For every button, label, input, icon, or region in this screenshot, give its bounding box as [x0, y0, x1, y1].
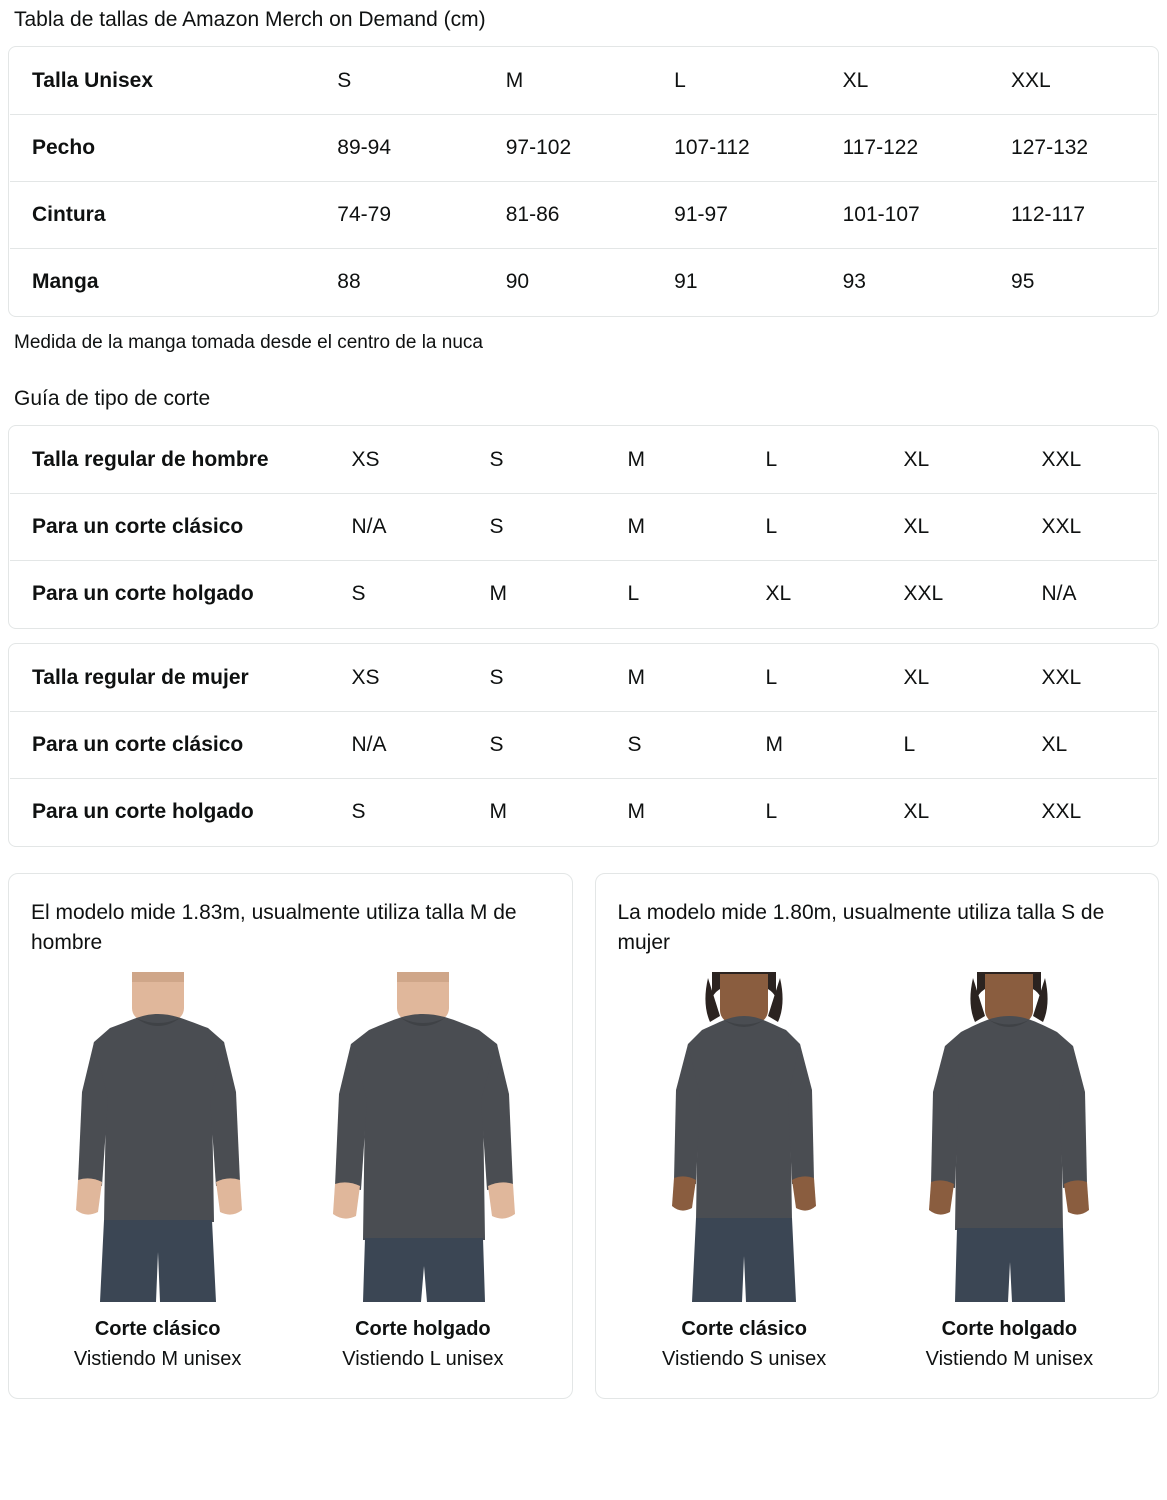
table-cell: XXL: [989, 48, 1157, 115]
figure-title: Corte holgado: [941, 1318, 1078, 1340]
table-cell: 101-107: [821, 182, 989, 249]
table-cell: M: [606, 427, 744, 494]
table-cell: S: [468, 712, 606, 779]
table-cell: S: [351, 800, 366, 823]
row-header: Talla regular de mujer: [10, 645, 330, 712]
table-cell: M: [627, 800, 645, 823]
row-header: Talla regular de hombre: [10, 427, 330, 494]
table-cell: 81-86: [484, 182, 652, 249]
table-row: [10, 779, 1158, 846]
table-cell: XXL: [1020, 427, 1158, 494]
table-cell: XXL: [1020, 645, 1158, 712]
table-cell: M: [489, 582, 507, 605]
table-row: [10, 712, 1158, 779]
row-header: Manga: [32, 270, 99, 293]
table-cell: XS: [330, 645, 468, 712]
table-cell: M: [489, 800, 507, 823]
table-cell: 89-94: [315, 115, 483, 182]
female-figures: [618, 972, 1137, 1372]
table-cell: L: [765, 800, 778, 823]
table-cell: L: [744, 494, 882, 561]
female-model-card: [595, 873, 1160, 1399]
table-cell: XS: [330, 427, 468, 494]
women-fit-table: [9, 644, 1158, 846]
table-cell: XXL: [1041, 800, 1082, 823]
table-row: [10, 494, 1158, 561]
table-cell: XL: [765, 582, 792, 605]
row-header: Cintura: [10, 182, 316, 249]
row-header: Para un corte clásico: [10, 712, 330, 779]
men-fit-table-wrapper: [8, 425, 1159, 629]
table-row: [10, 561, 1158, 628]
female-relaxed-fit-figure: [883, 972, 1136, 1372]
table-cell: XL: [1020, 712, 1158, 779]
table-cell: 91-97: [652, 182, 820, 249]
table-row: [10, 48, 1158, 115]
table-cell: XXL: [903, 582, 944, 605]
table-cell: M: [606, 494, 744, 561]
table-cell: S: [468, 645, 606, 712]
size-table-wrapper: [8, 46, 1159, 317]
size-table: [9, 47, 1158, 316]
table-cell: 127-132: [989, 115, 1157, 182]
table-cell: N/A: [1041, 582, 1077, 605]
table-cell: 90: [505, 270, 530, 293]
table-cell: M: [606, 645, 744, 712]
table-cell: L: [652, 48, 820, 115]
figure-title: Corte clásico: [94, 1318, 221, 1340]
table-cell: 74-79: [315, 182, 483, 249]
model-cards-row: [8, 873, 1159, 1419]
table-row: [10, 427, 1158, 494]
table-cell: L: [627, 582, 640, 605]
table-cell: 117-122: [821, 115, 989, 182]
table-cell: XL: [882, 427, 1020, 494]
figure-subtitle: Vistiendo L unisex: [342, 1348, 504, 1370]
male-model-relaxed-fit-image: [296, 972, 549, 1302]
table-cell: XL: [882, 645, 1020, 712]
table-cell: L: [744, 645, 882, 712]
table-cell: L: [744, 427, 882, 494]
table-row: [10, 182, 1158, 249]
figure-title: Corte holgado: [355, 1318, 491, 1340]
table-cell: S: [468, 494, 606, 561]
female-model-caption: La modelo mide 1.80m, usualmente utiliza talla S de mujer: [617, 901, 1105, 954]
table-cell: 97-102: [484, 115, 652, 182]
table-cell: 95: [1011, 270, 1035, 293]
row-header: Talla Unisex: [10, 48, 316, 115]
table-cell: S: [468, 427, 606, 494]
table-cell: XL: [882, 494, 1020, 561]
row-header: Para un corte clásico: [10, 494, 330, 561]
male-model-classic-fit-image: [31, 972, 284, 1302]
figure-subtitle: Vistiendo M unisex: [73, 1348, 242, 1370]
table-cell: 93: [842, 270, 866, 293]
male-model-caption: El modelo mide 1.83m, usualmente utiliza talla M de hombre: [31, 901, 517, 954]
female-model-classic-fit-image: [618, 972, 871, 1302]
table-row: [10, 115, 1158, 182]
table-row: [10, 249, 1158, 316]
table-cell: M: [744, 712, 882, 779]
figure-subtitle: Vistiendo M unisex: [925, 1348, 1094, 1370]
figure-title: Corte clásico: [681, 1318, 807, 1340]
female-model-relaxed-fit-image: [883, 972, 1136, 1302]
row-header: Para un corte holgado: [32, 800, 254, 823]
male-figures: [31, 972, 550, 1372]
table-cell: N/A: [330, 494, 468, 561]
table-cell: S: [351, 582, 366, 605]
female-classic-fit-figure: [618, 972, 871, 1372]
table-cell: 88: [337, 270, 361, 293]
page-title: Tabla de tallas de Amazon Merch on Demand (cm): [14, 8, 486, 31]
table-cell: 107-112: [652, 115, 820, 182]
table-cell: 91: [674, 270, 698, 293]
male-relaxed-fit-figure: [296, 972, 549, 1372]
male-model-card: [8, 873, 573, 1399]
row-header: Para un corte holgado: [32, 582, 254, 605]
fit-guide-title: Guía de tipo de corte: [14, 387, 211, 410]
row-header: Pecho: [10, 115, 316, 182]
table-cell: 112-117: [989, 182, 1157, 249]
women-fit-table-wrapper: [8, 643, 1159, 847]
table-cell: XL: [903, 800, 930, 823]
male-classic-fit-figure: [31, 972, 284, 1372]
table-cell: XXL: [1020, 494, 1158, 561]
table-cell: N/A: [330, 712, 468, 779]
table-cell: XL: [821, 48, 989, 115]
figure-subtitle: Vistiendo S unisex: [662, 1348, 827, 1370]
men-fit-table: [9, 426, 1158, 628]
sleeve-measurement-note: Medida de la manga tomada desde el centro de la nuca: [14, 332, 483, 353]
table-cell: S: [606, 712, 744, 779]
table-row: [10, 645, 1158, 712]
table-cell: S: [315, 48, 483, 115]
table-cell: L: [882, 712, 1020, 779]
table-cell: M: [484, 48, 652, 115]
